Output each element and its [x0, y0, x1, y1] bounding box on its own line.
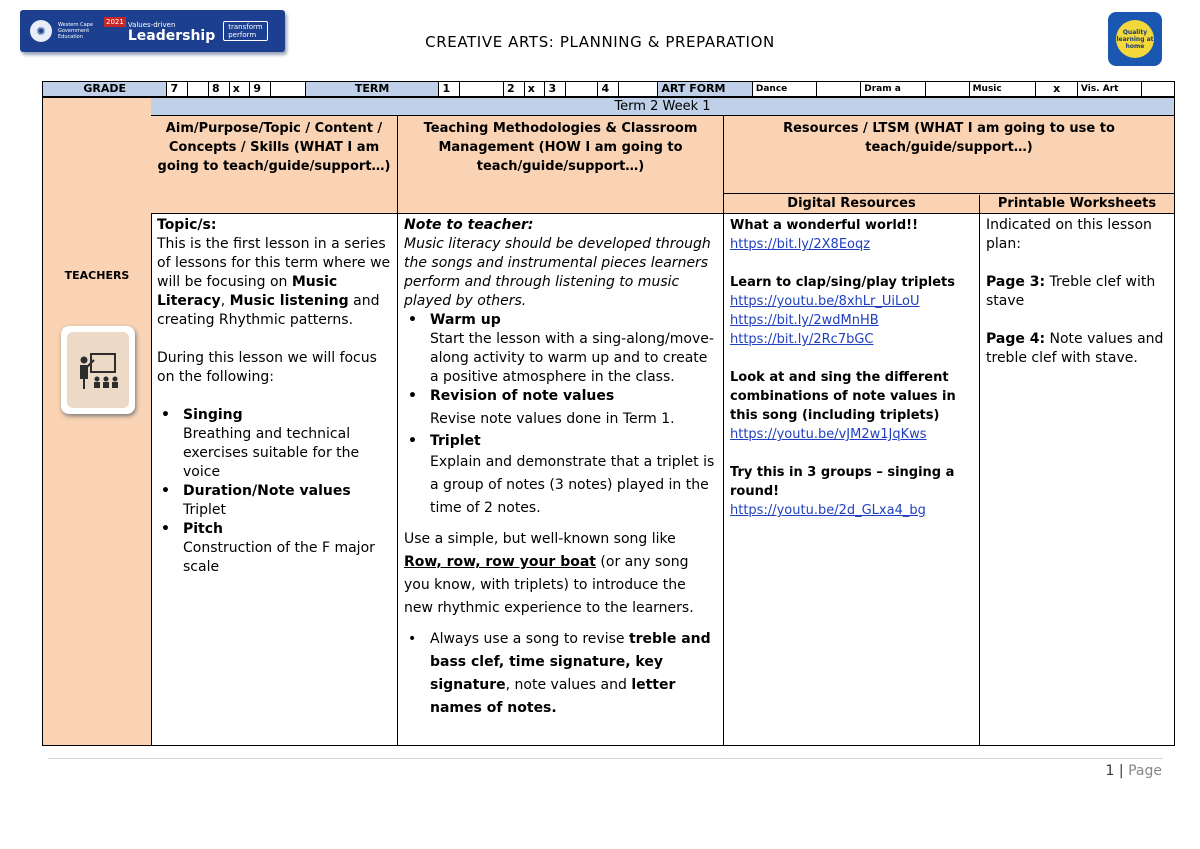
art-form-vis-art: Vis. Art — [1077, 82, 1142, 97]
topic-intro-b: and creating Rhythmic patterns. — [157, 293, 380, 328]
banner-perform: perform — [228, 31, 257, 39]
always-text-b: treble and bass clef, time signature, key signature — [430, 631, 711, 693]
aim-header — [151, 116, 398, 214]
art-form-label: ART FORM — [658, 82, 753, 97]
teacher-presentation-icon — [61, 326, 135, 414]
resource-heading: Learn to clap/sing/play triplets — [730, 275, 955, 290]
resources-header — [724, 116, 1174, 214]
song-link[interactable]: Row, row, row your boat — [404, 554, 596, 570]
note-label: Note to teacher: — [404, 217, 534, 233]
printable-worksheets-content — [980, 214, 1174, 745]
resource-link[interactable]: https://youtu.be/8xhLr_UiLoU — [730, 294, 920, 309]
document-title: CREATIVE ARTS: PLANNING & PREPARATION — [425, 33, 775, 51]
term-3-blank — [566, 82, 598, 97]
banner-leadership-text: Leadership — [127, 28, 216, 44]
song-text-a: Use a simple, but well-known song like — [404, 531, 676, 547]
dance-blank — [817, 82, 861, 97]
term-2: 2 — [503, 82, 524, 97]
aim-content — [151, 214, 398, 745]
page-label: Page — [1128, 763, 1162, 779]
term-3: 3 — [545, 82, 566, 97]
worksheet-page-3 — [986, 273, 1168, 311]
teachers-column — [43, 98, 152, 745]
grade-8: 8 — [208, 82, 229, 97]
printable-worksheets-header: Printable Worksheets — [997, 196, 1157, 211]
grade-blank — [271, 82, 306, 97]
topic-comma: , — [220, 293, 230, 309]
worksheet-page-4 — [986, 330, 1168, 368]
term-4-blank — [619, 82, 658, 97]
grade-7-mark — [188, 82, 209, 97]
warm-up-text: Start the lesson with a sing-along/move-along activity to warm up and to create a positive atmosphere in the class. — [430, 331, 714, 385]
art-form-drama: Dram a — [861, 82, 926, 97]
term-1-blank — [460, 82, 504, 97]
footer-divider — [48, 758, 1163, 759]
resource-heading: Try this in 3 groups – singing a round! — [730, 465, 955, 499]
focus-text: During this lesson we will focus on the following: — [157, 350, 377, 385]
resource-link[interactable]: https://youtu.be/vJM2w1JqKws — [730, 427, 927, 442]
term-1: 1 — [439, 82, 460, 97]
aim-item-title: • Singing — [157, 406, 391, 425]
always-paragraph — [404, 628, 717, 720]
lesson-plan-table — [42, 97, 1175, 746]
revision-text: Revise note values done in Term 1. — [430, 411, 675, 427]
banner-values: Values-driven — [127, 21, 176, 29]
page-number-value: 1 — [1105, 763, 1115, 779]
quality-learning-logo — [1108, 12, 1162, 66]
page-number — [1106, 763, 1162, 779]
vis-art-blank — [1142, 82, 1175, 97]
page-4-text: Note values and treble clef with stave. — [986, 331, 1164, 366]
page-number-sep: | — [1114, 763, 1129, 779]
government-seal-icon: ✺ — [30, 20, 52, 42]
triplet-text: Explain and demonstrate that a triplet is a group of notes (3 notes) played in the time of 2 notes. — [430, 454, 715, 516]
term-2-mark: x — [524, 82, 545, 97]
page-3-text: Treble clef with stave — [986, 274, 1156, 309]
teachers-label: TEACHERS — [64, 269, 130, 282]
banner-year: 2021 — [106, 18, 124, 26]
grade-9: 9 — [250, 82, 271, 97]
grade-8-mark: x — [229, 82, 250, 97]
teacher-board-icon — [67, 332, 129, 408]
resource-link[interactable]: https://youtu.be/2d_GLxa4_bg — [730, 503, 926, 518]
art-form-dance: Dance — [752, 82, 817, 97]
drama-blank — [925, 82, 969, 97]
term-label: TERM — [305, 82, 439, 97]
always-text-d: letter names of notes. — [430, 677, 676, 716]
triplet-title: • Triplet — [404, 432, 717, 451]
resource-link[interactable]: https://bit.ly/2X8Eoqz — [730, 237, 871, 252]
digital-resources-header: Digital Resources — [724, 195, 980, 213]
topic-label: Topic/s: — [157, 217, 217, 233]
resource-link[interactable]: https://bit.ly/2wdMnHB — [730, 313, 879, 328]
resources-header-text: Resources / LTSM (WHAT I am going to use to teach/guide/support…) — [724, 116, 1174, 194]
resource-link[interactable]: https://bit.ly/2Rc7bGC — [730, 332, 874, 347]
grade-term-artform-row — [42, 81, 1175, 97]
quality-learning-text: Quality learning at home — [1116, 20, 1154, 58]
teaching-content — [398, 214, 724, 745]
term-4: 4 — [598, 82, 619, 97]
resource-heading: What a wonderful world!! — [730, 218, 918, 233]
always-text-c: , note values and — [505, 677, 632, 693]
page-4-label: Page 4: — [986, 331, 1046, 347]
grade-7: 7 — [167, 82, 188, 97]
song-paragraph — [404, 528, 717, 620]
teaching-header-text: Teaching Methodologies & Classroom Management (HOW I am going to teach/guide/support…) — [423, 121, 698, 174]
aim-header-text: Aim/Purpose/Topic / Content / Concepts / Skills (WHAT I am going to teach/guide/support…) — [157, 121, 391, 174]
revision-title: • Revision of note values — [404, 387, 717, 406]
term-week-header: Term 2 Week 1 — [151, 98, 1174, 116]
music-listening: Music listening — [229, 293, 349, 309]
aim-item-desc: Triplet — [183, 502, 227, 518]
government-name: Western Cape Government Education — [58, 22, 93, 40]
note-text: Music literacy should be developed through the songs and instrumental pieces learners perform and through listening to music played by others. — [404, 236, 711, 309]
art-form-music: Music — [969, 82, 1036, 97]
page-3-label: Page 3: — [986, 274, 1046, 290]
teaching-header — [398, 116, 724, 214]
resource-heading: Look at and sing the different combinations of note values in this song (including triplets) — [730, 370, 956, 423]
topic-intro-a: This is the first lesson in a series of lessons for this term where we will be focusing on — [157, 236, 391, 290]
banner-transform: transform — [228, 23, 263, 31]
grade-label: GRADE — [43, 82, 167, 97]
aim-item-desc: Construction of the F major scale — [183, 540, 375, 575]
aim-item-title: • Duration/Note values — [157, 482, 391, 501]
warm-up-title: • Warm up — [404, 311, 717, 330]
aim-item-title: • Pitch — [157, 520, 391, 539]
topic-intro — [157, 235, 391, 330]
aim-item-desc: Breathing and technical exercises suitable for the voice — [183, 426, 360, 480]
worksheet-intro: Indicated on this lesson plan: — [986, 217, 1152, 252]
music-mark: x — [1036, 82, 1077, 97]
song-text-b: (or any song you know, with triplets) to introduce the new rhythmic experience to the learners. — [404, 554, 694, 616]
always-text-a: Always use a song to revise — [430, 631, 629, 647]
music-literacy: Music Literacy — [157, 274, 338, 309]
teacher-icon-tile — [67, 332, 129, 408]
digital-resources-content — [724, 214, 980, 745]
